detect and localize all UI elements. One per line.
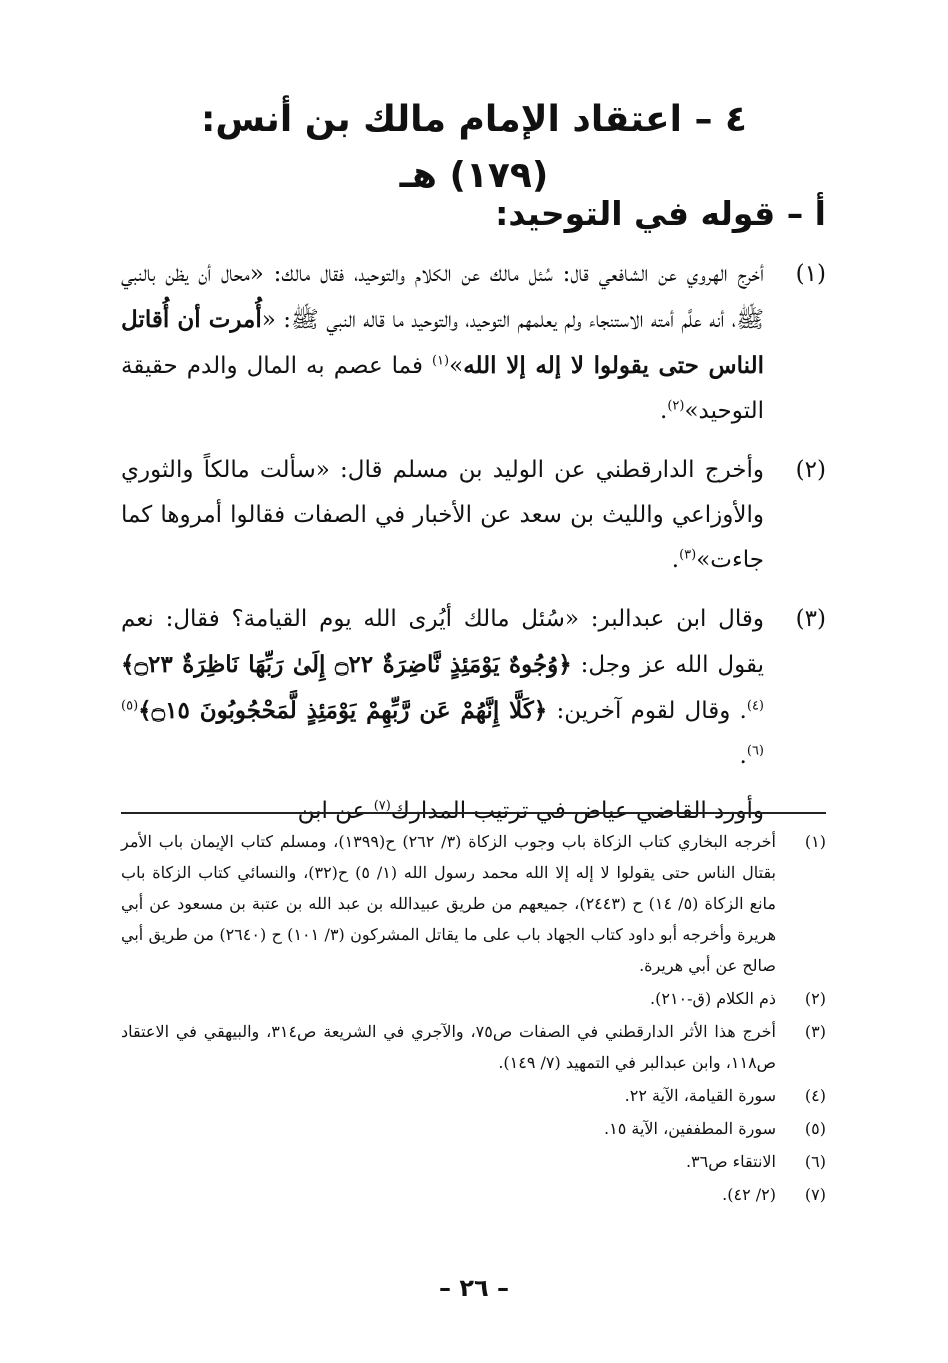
text-segment: .: [671, 547, 680, 573]
text-segment: وقال ابن عبدالبر: «سُئل مالك أيُرى الله يوم القيامة؟ فقال: نعم يقول الله عز وجل:: [121, 606, 765, 678]
paragraph-2: [121, 448, 826, 583]
footnote-3: [121, 1016, 826, 1078]
footnote-text: أخرج هذا الأثر الدارقطني في الصفات ص٧٥، والآجري في الشريعة ص٣١٤، والبيهقي في الاعتقاد ص١١٨، وابن عبدالبر في التمهيد (٧/ ١٤٩).: [121, 1022, 776, 1072]
text-segment: وأورد القاضي عياض في ترتيب المدارك: [390, 798, 764, 824]
footnote-number: (٦): [804, 1152, 826, 1171]
footnotes: [121, 826, 826, 1212]
footnote-text: الانتقاء ص٣٦.: [685, 1152, 776, 1171]
footnote-ref[interactable]: (٥)(٦): [121, 698, 764, 759]
paragraph-number: (١): [795, 261, 826, 287]
footnote-ref[interactable]: (٧): [373, 798, 391, 814]
paragraph-number: (٢): [795, 457, 826, 483]
footnote-1: [121, 826, 826, 981]
paragraph-1: [121, 252, 826, 434]
text-segment: . وقال لقوم آخرين:: [547, 698, 747, 724]
text-segment: عن ابن: [297, 798, 374, 824]
paragraph-text: [121, 252, 764, 434]
paragraph-number: (٣): [795, 606, 826, 632]
text-segment: .: [660, 398, 668, 424]
hadith-quote: أُمرت أن أُقاتل الناس حتى يقولوا لا إله إلا الله: [121, 306, 764, 379]
section-title: أ – قوله في التوحيد:: [495, 194, 826, 233]
footnote-number: (٥): [804, 1119, 826, 1138]
footnote-5: [121, 1113, 826, 1144]
footnote-text: سورة المطففين، الآية ١٥.: [604, 1119, 776, 1138]
footnote-ref[interactable]: (١): [431, 353, 450, 369]
main-text: [121, 252, 826, 834]
footnote-7: [121, 1179, 826, 1210]
footnote-ref[interactable]: (٣): [679, 547, 697, 563]
paragraph-text: [121, 597, 764, 779]
footnote-number: (٢): [804, 989, 826, 1008]
text-segment: فما عصم به المال والدم حقيقة التوحيد»: [121, 353, 764, 424]
footnote-6: [121, 1146, 826, 1177]
footnote-ref[interactable]: (٤): [746, 698, 764, 714]
text-segment: .: [739, 743, 747, 769]
footnote-number: (٤): [804, 1086, 826, 1105]
footnote-number: (٧): [804, 1185, 826, 1204]
text-segment: »: [449, 353, 464, 379]
footnote-ref[interactable]: (٢): [667, 398, 685, 414]
text-segment: وأخرج الدارقطني عن الوليد بن مسلم قال: «سألت مالكاً والثوري والأوزاعي والليث بن سعد عن الأخبار في الصفات فقالوا أمروها كما جاءت»: [121, 457, 764, 573]
footnote-text: (٢/ ٤٢).: [722, 1185, 776, 1204]
paragraph-text: [121, 448, 764, 583]
footnote-text: ذم الكلام (ق-٢١٠).: [650, 989, 776, 1008]
footnote-4: [121, 1080, 826, 1111]
quran-verse: ﴿كَلَّا إِنَّهُمْ عَن رَّبِّهِمْ يَوْمَئِذٍ لَّمَحْجُوبُونَ ۝١٥﴾: [138, 697, 548, 724]
page-number: – ٢٦ –: [438, 1274, 509, 1302]
footnote-text: أخرجه البخاري كتاب الزكاة باب وجوب الزكاة (٣/ ٢٦٢) ح(١٣٩٩)، ومسلم كتاب الإيمان باب الأمر بقتال الناس حتى يقولوا لا إله إلا الله محمد رسول الله (١/ ٥) ح(٣٢)، والنسائي كتاب الزكاة باب مانع الزكاة (٥/ ١٤) ح (٢٤٤٣)، جميعهم من طريق عبيدالله بن عبد الله بن عتبة بن مسعود عن أبي هريرة وأخرجه أبو داود كتاب الجهاد باب على ما يقاتل المشركون (٣/ ١٠١) ح (٢٦٤٠) من طريق أبي صالح عن أبي هريرة.: [121, 832, 777, 975]
quran-verse: ﴿وُجُوهٌ يَوْمَئِذٍ نَّاضِرَةٌ ۝٢٢ إِلَىٰ رَبِّهَا نَاظِرَةٌ ۝٢٣﴾: [121, 651, 572, 678]
footnote-text: سورة القيامة، الآية ٢٢.: [624, 1086, 776, 1105]
footnote-2: [121, 983, 826, 1014]
footnote-divider: [121, 812, 826, 814]
footnote-number: (٣): [804, 1022, 826, 1041]
paragraph-3: [121, 597, 826, 779]
text-segment: أخرج الهروي عن الشافعي قال: سُئل مالك عن الكلام والتوحيد، فقال مالك: «محال أن يظن بالنبي ﷺ، أنه علَّم أمته الاستنجاء ولم يعلمهم التوحيد، والتوحيد ما قاله النبي ﷺ: «: [121, 261, 764, 333]
chapter-title: ٤ – اعتقاد الإمام مالك بن أنس: (١٧٩) هـ: [201, 99, 747, 196]
footnote-number: (١): [804, 832, 826, 851]
